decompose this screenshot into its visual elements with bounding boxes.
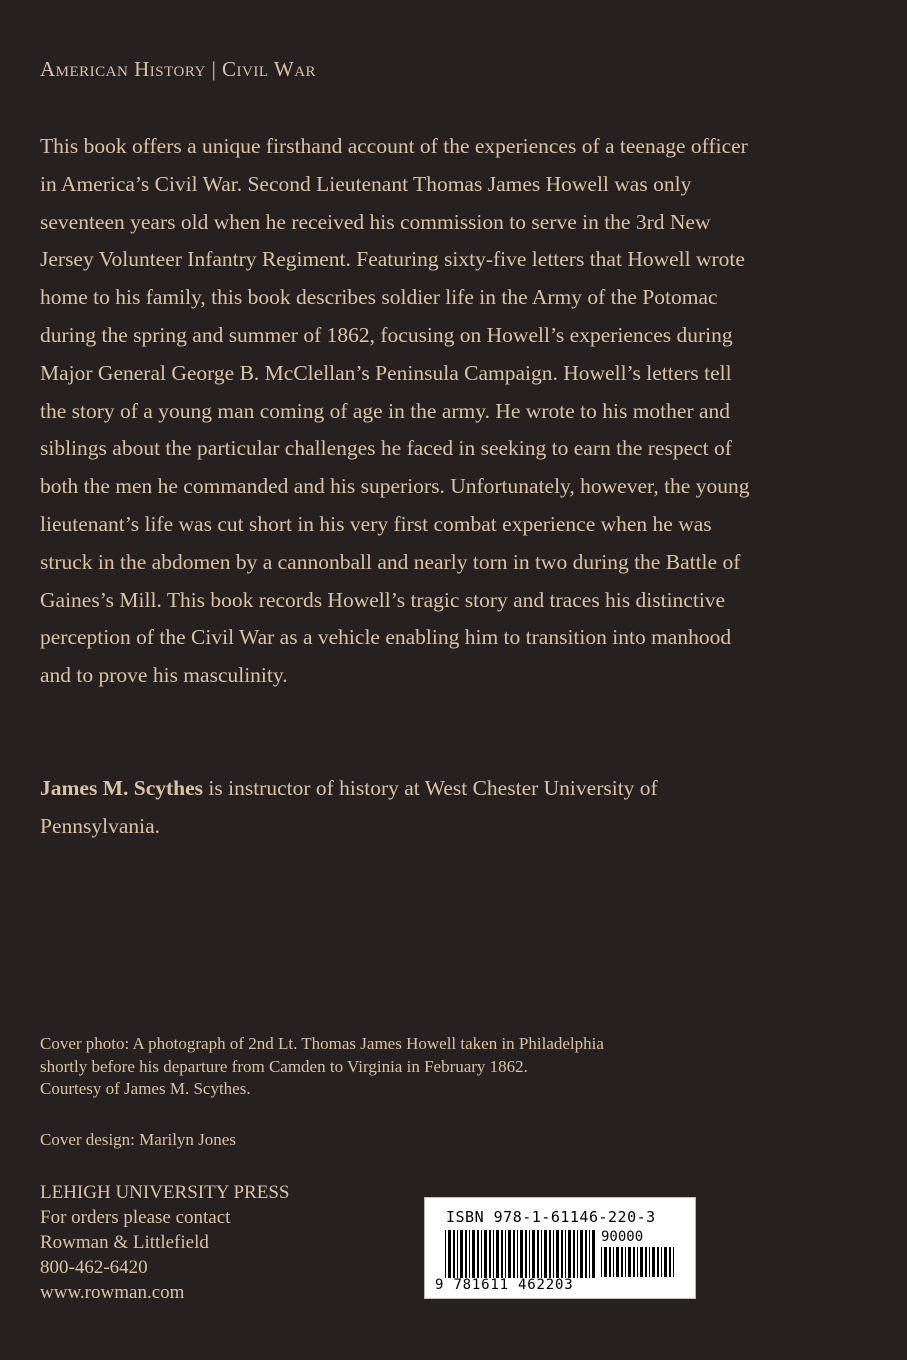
barcode-bar	[453, 1230, 455, 1278]
barcode-bar	[568, 1230, 571, 1278]
isbn-barcode	[424, 1197, 696, 1299]
barcode-bar	[664, 1247, 667, 1277]
barcode-bar	[640, 1247, 643, 1277]
barcode-bar	[532, 1230, 535, 1278]
barcode-bar	[609, 1247, 611, 1277]
barcode-bar	[477, 1230, 479, 1278]
barcode-bar	[505, 1230, 506, 1278]
barcode-bar	[637, 1247, 638, 1277]
isbn-label: ISBN 978-1-61146-220-3	[446, 1208, 656, 1226]
barcode-bar	[553, 1230, 554, 1278]
barcode-bar	[493, 1230, 494, 1278]
barcode-bar	[577, 1230, 578, 1278]
orders-line: For orders please contact	[40, 1207, 231, 1228]
barcode-bar	[472, 1230, 475, 1278]
barcode-bar	[445, 1230, 446, 1278]
barcode-bar	[649, 1247, 650, 1277]
ean-digits: 9 781611 462203	[435, 1277, 574, 1293]
publisher-name: LEHIGH UNIVERSITY PRESS	[40, 1182, 290, 1203]
barcode-bar	[592, 1230, 595, 1278]
barcode-bar	[669, 1247, 671, 1277]
barcode-bar	[657, 1247, 659, 1277]
barcode-bar	[625, 1247, 626, 1277]
distributor-name: Rowman & Littlefield	[40, 1232, 209, 1253]
barcode-bar	[580, 1230, 583, 1278]
barcode-bar	[489, 1230, 491, 1278]
barcode-bar	[633, 1247, 635, 1277]
barcode-bar	[501, 1230, 503, 1278]
barcode-bar	[457, 1230, 458, 1278]
barcode-bar	[460, 1230, 463, 1278]
barcode-bar	[481, 1230, 482, 1278]
barcode-bar	[537, 1230, 539, 1278]
barcode-bar	[513, 1230, 515, 1278]
price-addon-label: 90000	[601, 1229, 644, 1245]
addon-barcode-bars	[601, 1247, 677, 1279]
barcode-bar	[628, 1247, 631, 1277]
barcode-bar	[556, 1230, 559, 1278]
category-label: American History | Civil War	[40, 57, 317, 81]
cover-design-credit: Cover design: Marilyn Jones	[40, 1130, 236, 1149]
website: www.rowman.com	[40, 1282, 185, 1303]
phone-number: 800-462-6420	[40, 1257, 148, 1278]
barcode-bar	[549, 1230, 551, 1278]
barcode-bar	[601, 1247, 602, 1277]
barcode-bar	[469, 1230, 470, 1278]
barcode-bar	[544, 1230, 547, 1278]
barcode-bar	[613, 1247, 614, 1277]
photo-credit-line: Courtesy of James M. Scythes.	[40, 1079, 251, 1098]
barcode-bar	[529, 1230, 530, 1278]
barcode-bar	[645, 1247, 647, 1277]
publisher-block	[40, 1180, 289, 1305]
barcode-bar	[448, 1230, 451, 1278]
barcode-bar	[484, 1230, 487, 1278]
barcode-bar	[496, 1230, 499, 1278]
barcode-bar	[585, 1230, 587, 1278]
barcode-bar	[565, 1230, 566, 1278]
author-bio-text: is instructor of history at West Chester University of Pennsylvania.	[40, 776, 658, 838]
cover-photo-credit	[40, 1033, 720, 1101]
ean-barcode-bars	[445, 1230, 595, 1280]
barcode-bar	[520, 1230, 523, 1278]
barcode-bar	[573, 1230, 575, 1278]
barcode-bar	[517, 1230, 518, 1278]
barcode-bar	[589, 1230, 590, 1278]
barcode-bar	[652, 1247, 655, 1277]
barcode-bar	[673, 1247, 674, 1277]
barcode-bar	[541, 1230, 542, 1278]
barcode-bar	[508, 1230, 511, 1278]
barcode-bar	[616, 1247, 619, 1277]
photo-credit-line: shortly before his departure from Camden to Virginia in February 1862.	[40, 1056, 528, 1076]
barcode-bar	[604, 1247, 607, 1277]
author-name: James M. Scythes	[40, 776, 204, 800]
barcode-bar	[661, 1247, 662, 1277]
barcode-bar	[465, 1230, 467, 1278]
barcode-bar	[525, 1230, 527, 1278]
author-bio	[40, 770, 760, 846]
barcode-bar	[621, 1247, 623, 1277]
photo-credit-line: Cover photo: A photograph of 2nd Lt. Thomas James Howell taken in Philadelphia	[40, 1034, 604, 1053]
barcode-bar	[561, 1230, 563, 1278]
book-description: This book offers a unique firsthand account of the experiences of a teenage officer in America’s Civil War. Second Lieutenant Thomas James Howell was only seventeen years old when he received his commission to serve in the 3rd New Jersey Volunteer Infantry Regiment. Featuring sixty-five letters that Howell wrote home to his family, this book describes soldier life in the Army of the Potomac during the spring and summer of 1862, focusing on Howell’s experiences during Major General George B. McClellan’s Peninsula Campaign. Howell’s letters tell the story of a young man coming of age in the army. He wrote to his mother and siblings about the particular challenges he faced in seeking to earn the respect of both the men he commanded and his superiors. Unfortunately, however, the young lieutenant’s life was cut short in his very first combat experience when he was struck in the abdomen by a cannonball and nearly torn in two during the Battle of Gaines’s Mill. This book records Howell’s tragic story and traces his distinctive perception of the Civil War as a vehicle enabling him to transition into manhood and to prove his masculinity.	[40, 134, 750, 688]
